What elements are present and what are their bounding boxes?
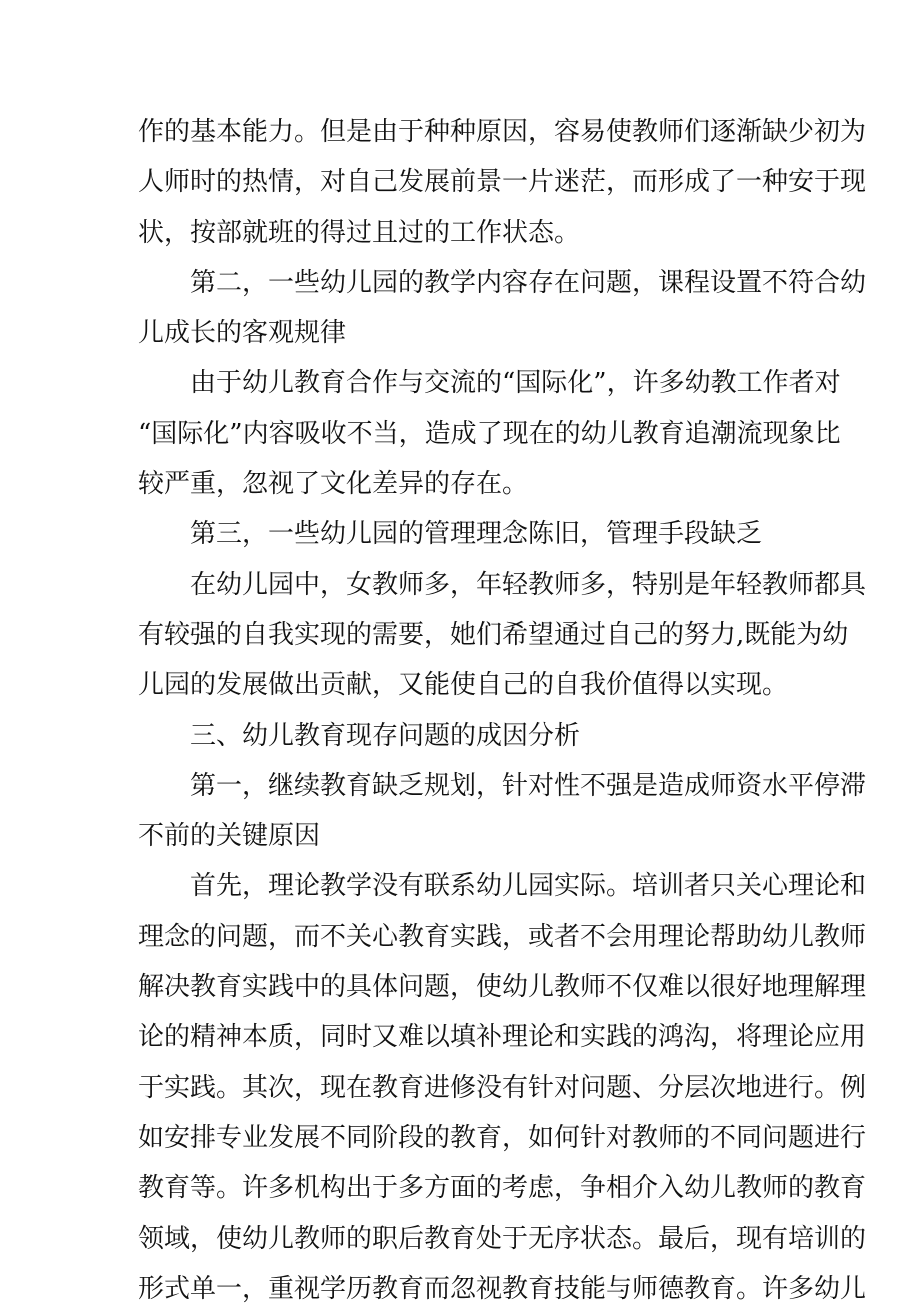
paragraph-line: 作的基本能力。但是由于种种原因，容易使教师们逐渐缺少初为 [138, 117, 867, 147]
section-title-line: 三、幼儿教育现存问题的成因分析 [190, 720, 581, 751]
paragraph-line: 较严重，忽视了文化差异的存在。 [138, 469, 529, 500]
paragraph-line: 在幼儿园中，女教师多，年轻教师多，特别是年轻教师都具 [190, 569, 867, 600]
section-heading-line: 不前的关键原因 [138, 821, 321, 852]
paragraph-line: “国际化”内容吸收不当，造成了现在的幼儿教育追潮流现象比 [138, 418, 841, 449]
paragraph-line: 由于幼儿教育合作与交流的“国际化”，许多幼教工作者对 [190, 368, 841, 399]
paragraph-line: 理念的问题，而不关心教育实践，或者不会用理论帮助幼儿教师 [138, 921, 867, 952]
section-heading-line: 第一，继续教育缺乏规划，针对性不强是造成师资水平停滞 [190, 770, 867, 801]
paragraph-line: 领域，使幼儿教师的职后教育处于无序状态。最后，现有培训的 [138, 1223, 867, 1254]
paragraph-line: 如安排专业发展不同阶段的教育，如何针对教师的不同问题进行 [138, 1122, 867, 1153]
paragraph-line: 有较强的自我实现的需要，她们希望通过自己的努力,既能为幼 [138, 619, 849, 650]
section-heading-line: 儿成长的客观规律 [138, 318, 347, 349]
section-heading-line: 第二，一些幼儿园的教学内容存在问题，课程设置不符合幼 [190, 267, 867, 298]
paragraph-line: 解决教育实践中的具体问题，使幼儿教师不仅难以很好地理解理 [138, 972, 867, 1003]
paragraph-line: 于实践。其次，现在教育进修没有针对问题、分层次地进行。例 [138, 1072, 867, 1103]
document-body [138, 107, 867, 1314]
paragraph-line: 形式单一，重视学历教育而忽视教育技能与师德教育。许多幼儿 [138, 1273, 867, 1304]
paragraph-line: 论的精神本质，同时又难以填补理论和实践的鸿沟，将理论应用 [138, 1022, 867, 1053]
section-heading-line: 第三，一些幼儿园的管理理念陈旧，管理手段缺乏 [190, 519, 763, 550]
paragraph-line: 人师时的热情，对自己发展前景一片迷茫，而形成了一种安于现 [138, 167, 867, 198]
paragraph-line: 状，按部就班的得过且过的工作状态。 [138, 217, 581, 248]
paragraph-line: 首先，理论教学没有联系幼儿园实际。培训者只关心理论和 [190, 871, 867, 902]
paragraph-line: 教育等。许多机构出于多方面的考虑，争相介入幼儿教师的教育 [138, 1173, 867, 1204]
paragraph-line: 儿园的发展做出贡献，又能使自己的自我价值得以实现。 [138, 670, 789, 701]
